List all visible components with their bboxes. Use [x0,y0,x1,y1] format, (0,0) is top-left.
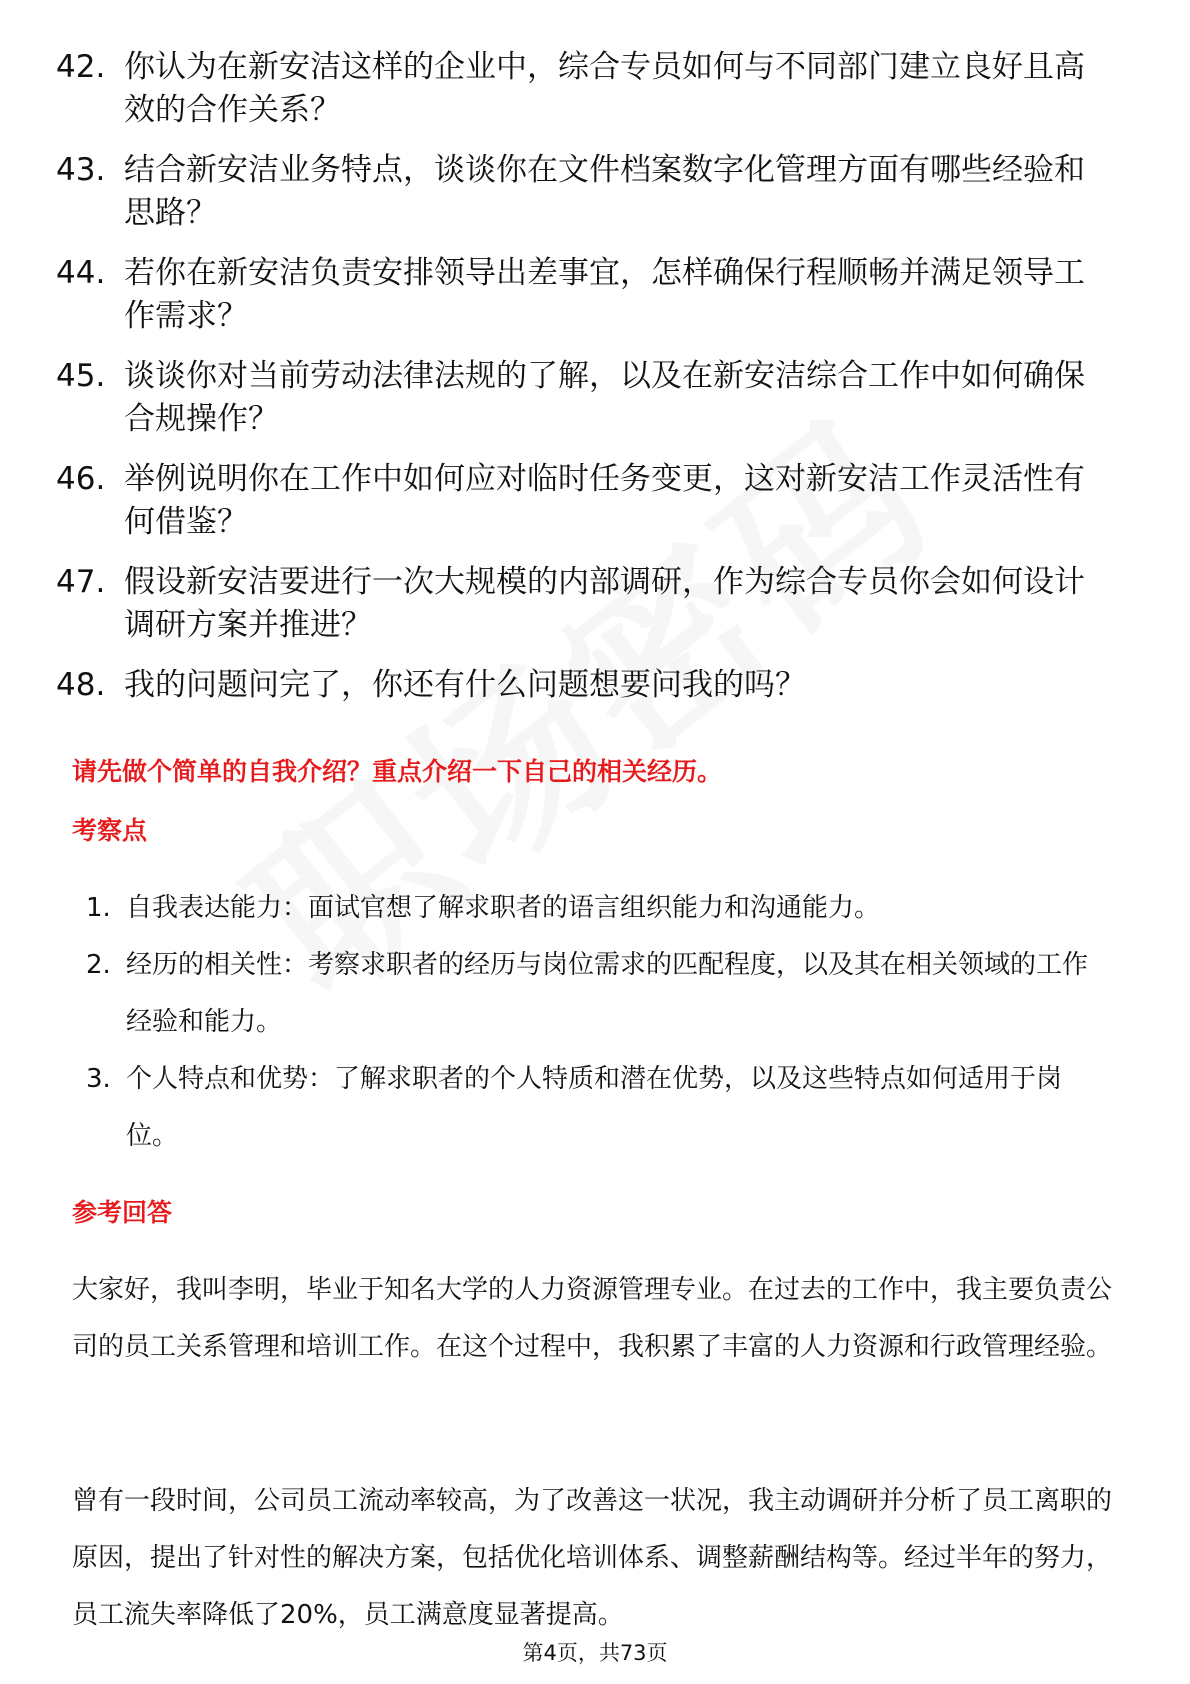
page-footer: 第4页，共73页 [522,1641,668,1665]
question-number: 47. [56,564,106,600]
answer-paragraph: 曾有一段时间，公司员工流动率较高，为了改善这一状况，我主动调研并分析了员工离职的原因，提出了针对性的解决方案，包括优化培训体系、调整薪酬结构等。经过半年的努力，员工流失率降低了20%，员工满意度显著提高。 [72,1486,1113,1630]
point-text: 个人特点和优势：了解求职者的个人特质和潜在优势，以及这些特点如何适用于岗位。 [126,1064,1063,1151]
point-item [0,880,1190,937]
question-list [0,46,1190,724]
question-item [0,664,1190,707]
point-number: 1. [86,893,111,923]
points-list [0,880,1190,1165]
question-item [0,355,1190,441]
question-text: 举例说明你在工作中如何应对临时任务变更，这对新安洁工作灵活性有何借鉴？ [124,461,1085,540]
point-number: 3. [86,1064,111,1094]
question-text: 假设新安洁要进行一次大规模的内部调研，作为综合专员你会如何设计调研方案并推进？ [124,564,1085,643]
question-text: 谈谈你对当前劳动法律法规的了解，以及在新安洁综合工作中如何确保合规操作？ [124,358,1085,437]
main-question-heading: 请先做个简单的自我介绍？重点介绍一下自己的相关经历。 [72,757,723,786]
question-text: 我的问题问完了，你还有什么问题想要问我的吗？ [124,667,806,703]
question-item [0,458,1190,544]
question-text: 结合新安洁业务特点，谈谈你在文件档案数字化管理方面有哪些经验和思路？ [124,152,1085,231]
question-item [0,561,1190,647]
answer-paragraph: 大家好，我叫李明，毕业于知名大学的人力资源管理专业。在过去的工作中，我主要负责公司的员工关系管理和培训工作。在这个过程中，我积累了丰富的人力资源和行政管理经验。 [72,1275,1113,1362]
question-number: 46. [56,461,106,497]
point-text: 自我表达能力：面试官想了解求职者的语言组织能力和沟通能力。 [126,893,881,923]
point-item [0,1051,1190,1165]
points-heading: 考察点 [72,816,148,845]
point-item [0,937,1190,1051]
question-item [0,46,1190,132]
question-number: 44. [56,255,106,291]
question-number: 43. [56,152,106,188]
question-item [0,149,1190,235]
question-number: 48. [56,667,106,703]
question-text: 你认为在新安洁这样的企业中，综合专员如何与不同部门建立良好且高效的合作关系？ [124,49,1085,128]
question-number: 42. [56,49,106,85]
point-number: 2. [86,950,111,980]
question-number: 45. [56,358,106,394]
answer-heading: 参考回答 [72,1198,173,1227]
point-text: 经历的相关性：考察求职者的经历与岗位需求的匹配程度，以及其在相关领域的工作经验和能力。 [126,950,1089,1037]
question-text: 若你在新安洁负责安排领导出差事宜，怎样确保行程顺畅并满足领导工作需求？ [124,255,1085,334]
question-item [0,252,1190,338]
